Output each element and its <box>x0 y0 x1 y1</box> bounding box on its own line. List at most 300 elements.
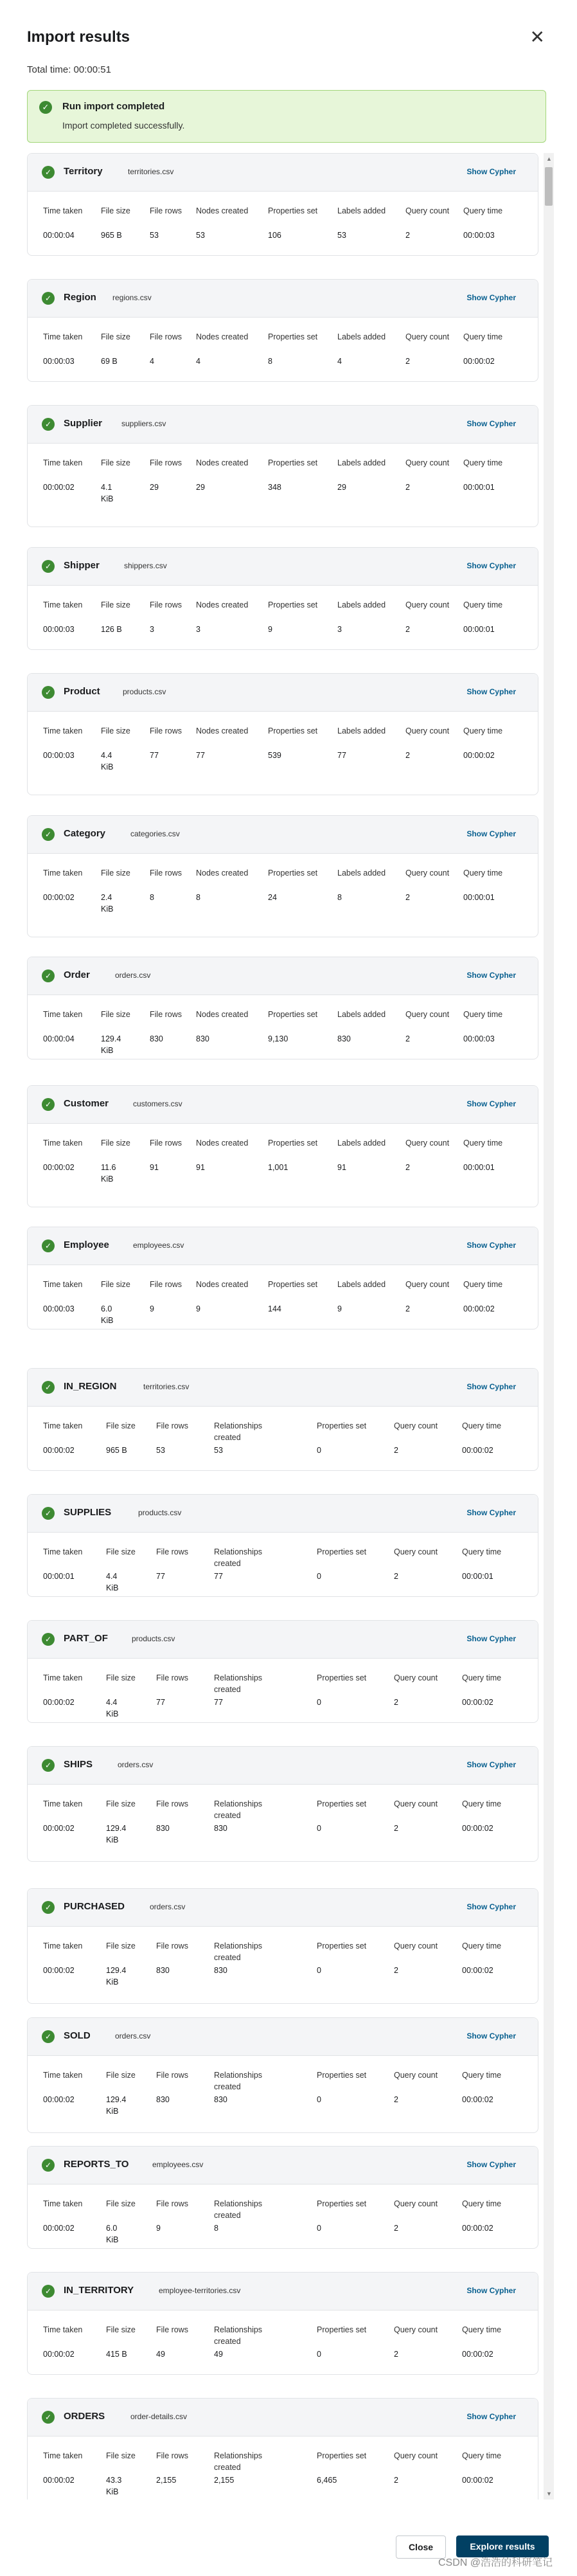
stat-value: 00:00:01 <box>463 893 495 902</box>
card-file-name: products.csv <box>138 1508 182 1517</box>
stat-label: Time taken <box>43 1673 83 1682</box>
stat-value: 24 <box>268 893 277 902</box>
stat-value: 2 <box>405 1034 410 1043</box>
stat-label: Properties set <box>268 600 318 609</box>
show-cypher-link[interactable]: Show Cypher <box>466 2286 516 2295</box>
stat-label: File rows <box>156 2071 189 2080</box>
stat-value: 4.4 KiB <box>106 1698 119 1718</box>
stat-label: Time taken <box>43 869 83 878</box>
stat-value: 2 <box>405 357 410 366</box>
stat-label: Query time <box>462 2199 502 2208</box>
card-header <box>28 1621 538 1659</box>
stat-label: Relationships created <box>214 1673 263 1694</box>
stat-label: File size <box>101 1280 130 1289</box>
stat-label: File rows <box>156 2451 189 2460</box>
stat-value: 9 <box>268 625 272 634</box>
stat-label: Properties set <box>317 1941 367 1950</box>
stat-value: 830 <box>214 1824 227 1833</box>
stat-value: 965 B <box>101 231 122 240</box>
stat-label: Query time <box>463 726 503 735</box>
stat-value: 0 <box>317 1446 321 1455</box>
stat-value: 0 <box>317 1572 321 1581</box>
card-header <box>28 406 538 444</box>
stat-label: File size <box>101 458 130 467</box>
stat-value: 4 <box>337 357 342 366</box>
stat-label: Nodes created <box>196 869 249 878</box>
stat-label: Query count <box>405 206 450 215</box>
stat-label: Time taken <box>43 1280 83 1289</box>
stat-value: 129.4 KiB <box>101 1034 121 1055</box>
stat-value: 2,155 <box>156 2476 177 2485</box>
card-file-name: employee-territories.csv <box>159 2286 241 2295</box>
stat-label: File size <box>101 332 130 341</box>
stat-value: 53 <box>196 231 205 240</box>
result-card-product <box>27 673 538 795</box>
check-circle-icon: ✓ <box>39 101 52 114</box>
stat-value: 9 <box>150 1304 154 1313</box>
total-time: Total time: 00:00:51 <box>27 64 111 75</box>
watermark: CSDN @浩浩的科研笔记 <box>438 2557 553 2568</box>
stat-value: 53 <box>150 231 159 240</box>
stat-value: 348 <box>268 483 281 492</box>
stat-value: 0 <box>317 2350 321 2359</box>
stat-label: Properties set <box>268 206 318 215</box>
show-cypher-link[interactable]: Show Cypher <box>466 1099 516 1108</box>
stat-value: 126 B <box>101 625 122 634</box>
stat-label: File rows <box>156 2325 189 2334</box>
stat-label: File rows <box>156 2199 189 2208</box>
stat-label: File size <box>106 1547 136 1556</box>
stat-label: Query count <box>405 458 450 467</box>
card-title: PART_OF <box>64 1633 108 1644</box>
stat-value: 00:00:02 <box>462 1824 493 1833</box>
stat-label: Query count <box>405 1139 450 1148</box>
card-title: SOLD <box>64 2030 91 2041</box>
stat-value: 830 <box>156 1824 170 1833</box>
stat-label: Time taken <box>43 332 83 341</box>
stat-label: Query count <box>405 726 450 735</box>
card-header <box>28 154 538 192</box>
result-card-reports-to <box>27 2146 538 2249</box>
card-header <box>28 2399 538 2436</box>
show-cypher-link[interactable]: Show Cypher <box>466 1634 516 1643</box>
result-card-purchased <box>27 1888 538 2004</box>
stat-label: Query count <box>405 1010 450 1019</box>
scroll-down-icon[interactable]: ▼ <box>546 2490 552 2497</box>
show-cypher-link[interactable]: Show Cypher <box>466 971 516 980</box>
check-circle-icon: ✓ <box>42 1239 55 1252</box>
show-cypher-link[interactable]: Show Cypher <box>466 419 516 428</box>
card-file-name: regions.csv <box>112 293 152 302</box>
card-title: REPORTS_TO <box>64 2159 129 2170</box>
scrollbar-thumb[interactable] <box>545 167 553 206</box>
stat-label: Properties set <box>317 1799 367 1808</box>
stat-label: File size <box>101 1139 130 1148</box>
stat-label: Nodes created <box>196 600 249 609</box>
stat-label: Query time <box>463 1139 503 1148</box>
stat-value: 00:00:02 <box>43 2476 75 2485</box>
stat-value: 29 <box>150 483 159 492</box>
stat-value: 00:00:03 <box>463 231 495 240</box>
stat-label: File size <box>101 1010 130 1019</box>
stat-value: 129.4 KiB <box>106 2095 127 2116</box>
check-circle-icon: ✓ <box>42 1507 55 1520</box>
stat-label: Time taken <box>43 2199 83 2208</box>
stat-label: Query time <box>462 1421 502 1430</box>
stat-label: Nodes created <box>196 1280 249 1289</box>
stat-value: 965 B <box>106 1446 127 1455</box>
check-circle-icon: ✓ <box>42 2159 55 2172</box>
stat-value: 00:00:02 <box>463 751 495 760</box>
stat-label: Time taken <box>43 1941 83 1950</box>
stat-value: 830 <box>214 1966 227 1975</box>
card-file-name: orders.csv <box>115 2031 151 2040</box>
check-circle-icon: ✓ <box>42 560 55 573</box>
stat-label: Query time <box>462 1547 502 1556</box>
close-icon[interactable]: ✕ <box>529 27 545 47</box>
stat-value: 00:00:01 <box>462 1572 493 1581</box>
stat-label: Time taken <box>43 2325 83 2334</box>
stat-label: File rows <box>156 1941 189 1950</box>
stat-value: 2 <box>394 1966 398 1975</box>
stat-label: Labels added <box>337 869 386 878</box>
stat-label: File size <box>106 2325 136 2334</box>
stat-value: 77 <box>214 1698 223 1707</box>
stat-value: 3 <box>196 625 200 634</box>
show-cypher-link[interactable]: Show Cypher <box>466 293 516 302</box>
card-title: SUPPLIES <box>64 1507 112 1518</box>
card-file-name: territories.csv <box>143 1382 190 1391</box>
stat-value: 49 <box>156 2350 165 2359</box>
card-file-name: shippers.csv <box>124 561 167 570</box>
card-file-name: customers.csv <box>133 1099 182 1108</box>
stat-value: 00:00:02 <box>462 2350 493 2359</box>
scrollbar[interactable] <box>544 153 554 2499</box>
stat-label: Relationships created <box>214 2199 263 2220</box>
stat-label: Relationships created <box>214 2451 263 2472</box>
check-circle-icon: ✓ <box>42 166 55 179</box>
result-card-region <box>27 279 538 382</box>
stat-value: 77 <box>214 1572 223 1581</box>
stat-label: Query count <box>394 1673 438 1682</box>
stat-value: 00:00:02 <box>43 1446 75 1455</box>
stat-value: 830 <box>150 1034 163 1043</box>
stat-value: 830 <box>156 2095 170 2104</box>
success-title: Run import completed <box>62 101 165 112</box>
show-cypher-link[interactable]: Show Cypher <box>466 1902 516 1911</box>
stat-value: 00:00:03 <box>43 1304 75 1313</box>
show-cypher-link[interactable]: Show Cypher <box>466 687 516 696</box>
stat-value: 2 <box>405 1163 410 1172</box>
stat-value: 0 <box>317 2224 321 2233</box>
stat-value: 00:00:02 <box>43 1966 75 1975</box>
stat-value: 00:00:01 <box>463 1163 495 1172</box>
stat-value: 00:00:02 <box>462 1698 493 1707</box>
stat-label: Properties set <box>268 1139 318 1148</box>
stat-label: File rows <box>150 332 182 341</box>
stat-label: Properties set <box>317 2071 367 2080</box>
stat-label: Properties set <box>268 1010 318 1019</box>
scroll-up-icon[interactable]: ▲ <box>546 156 552 162</box>
stat-value: 8 <box>150 893 154 902</box>
card-file-name: suppliers.csv <box>121 419 166 428</box>
stat-label: Time taken <box>43 1421 83 1430</box>
show-cypher-link[interactable]: Show Cypher <box>466 829 516 838</box>
stat-label: Time taken <box>43 1139 83 1148</box>
stat-value: 00:00:04 <box>43 231 75 240</box>
result-card-employee <box>27 1227 538 1329</box>
result-card-supplier <box>27 405 538 527</box>
stat-value: 00:00:01 <box>463 483 495 492</box>
stat-label: Time taken <box>43 2071 83 2080</box>
card-title: Product <box>64 686 100 697</box>
stat-value: 4.4 KiB <box>106 1572 119 1592</box>
stat-label: Query time <box>463 206 503 215</box>
show-cypher-link[interactable]: Show Cypher <box>466 1508 516 1517</box>
stat-label: Properties set <box>317 2199 367 2208</box>
stat-label: Query time <box>462 2451 502 2460</box>
check-circle-icon: ✓ <box>42 1381 55 1394</box>
stat-label: Query count <box>405 869 450 878</box>
stat-value: 77 <box>150 751 159 760</box>
stat-value: 00:00:02 <box>462 1966 493 1975</box>
stat-label: Properties set <box>268 869 318 878</box>
stat-label: File rows <box>150 726 182 735</box>
card-title: Supplier <box>64 418 103 429</box>
card-title: Shipper <box>64 560 100 571</box>
card-header <box>28 2273 538 2310</box>
stat-label: Labels added <box>337 206 386 215</box>
stat-value: 53 <box>156 1446 165 1455</box>
stat-value: 129.4 KiB <box>106 1966 127 1986</box>
card-file-name: order-details.csv <box>130 2412 188 2421</box>
card-header <box>28 548 538 586</box>
stat-value: 539 <box>268 751 281 760</box>
stat-label: Nodes created <box>196 206 249 215</box>
show-cypher-link[interactable]: Show Cypher <box>466 167 516 176</box>
stat-label: Properties set <box>317 1547 367 1556</box>
stat-value: 2 <box>405 751 410 760</box>
stat-value: 00:00:01 <box>43 1572 75 1581</box>
stat-value: 77 <box>196 751 205 760</box>
stat-label: File rows <box>156 1421 189 1430</box>
stat-value: 00:00:02 <box>462 2224 493 2233</box>
stat-value: 00:00:02 <box>462 2476 493 2485</box>
card-file-name: products.csv <box>123 687 166 696</box>
check-circle-icon: ✓ <box>42 969 55 982</box>
card-title: Territory <box>64 166 103 177</box>
stat-value: 2 <box>394 1824 398 1833</box>
stat-value: 3 <box>337 625 342 634</box>
show-cypher-link[interactable]: Show Cypher <box>466 2160 516 2169</box>
stat-label: Time taken <box>43 2451 83 2460</box>
stat-label: Time taken <box>43 458 83 467</box>
stat-value: 8 <box>268 357 272 366</box>
stat-label: Query count <box>405 1280 450 1289</box>
stat-value: 2 <box>405 483 410 492</box>
stat-value: 91 <box>196 1163 205 1172</box>
stat-value: 00:00:03 <box>463 1034 495 1043</box>
check-circle-icon: ✓ <box>42 2285 55 2298</box>
card-header <box>28 674 538 712</box>
stat-label: Nodes created <box>196 1010 249 1019</box>
card-header <box>28 1086 538 1124</box>
stat-label: Relationships created <box>214 1799 263 1820</box>
show-cypher-link[interactable]: Show Cypher <box>466 1382 516 1391</box>
stat-value: 00:00:02 <box>43 2224 75 2233</box>
stat-value: 1,001 <box>268 1163 288 1172</box>
card-header <box>28 1889 538 1927</box>
card-file-name: employees.csv <box>133 1241 184 1250</box>
stat-label: Labels added <box>337 726 386 735</box>
stat-label: File size <box>106 1673 136 1682</box>
card-file-name: orders.csv <box>115 971 151 980</box>
show-cypher-link[interactable]: Show Cypher <box>466 2412 516 2421</box>
stat-value: 830 <box>156 1966 170 1975</box>
show-cypher-link[interactable]: Show Cypher <box>466 561 516 570</box>
stat-value: 77 <box>156 1698 165 1707</box>
stat-label: Properties set <box>317 1421 367 1430</box>
stat-value: 00:00:03 <box>43 625 75 634</box>
stat-value: 106 <box>268 231 281 240</box>
stat-label: File rows <box>150 458 182 467</box>
stat-value: 8 <box>196 893 200 902</box>
stat-label: File size <box>101 206 130 215</box>
stat-label: File size <box>101 869 130 878</box>
stat-value: 2 <box>394 1698 398 1707</box>
card-title: ORDERS <box>64 2411 105 2422</box>
stat-value: 2 <box>405 893 410 902</box>
stat-value: 91 <box>150 1163 159 1172</box>
card-header <box>28 957 538 995</box>
result-card-orders <box>27 2398 538 2499</box>
stat-label: File size <box>101 600 130 609</box>
stat-value: 2 <box>405 1304 410 1313</box>
stat-value: 8 <box>214 2224 218 2233</box>
stat-label: Query count <box>394 2199 438 2208</box>
stat-value: 91 <box>337 1163 346 1172</box>
stat-label: File rows <box>150 1139 182 1148</box>
stat-value: 2,155 <box>214 2476 235 2485</box>
card-title: Category <box>64 828 106 839</box>
stat-value: 415 B <box>106 2350 127 2359</box>
result-card-in-region <box>27 1368 538 1471</box>
success-banner <box>27 90 546 143</box>
result-card-shipper <box>27 547 538 650</box>
check-circle-icon: ✓ <box>42 418 55 431</box>
card-title: IN_REGION <box>64 1381 117 1392</box>
stat-label: Query count <box>394 2325 438 2334</box>
stat-label: Relationships created <box>214 1421 263 1442</box>
stat-label: File size <box>101 726 130 735</box>
check-circle-icon: ✓ <box>42 1759 55 1772</box>
card-title: Employee <box>64 1239 109 1250</box>
stat-label: Nodes created <box>196 726 249 735</box>
stat-value: 2 <box>394 2476 398 2485</box>
show-cypher-link[interactable]: Show Cypher <box>466 1241 516 1250</box>
card-title: Region <box>64 292 96 303</box>
close-button[interactable]: Close <box>396 2535 446 2559</box>
check-circle-icon: ✓ <box>42 2030 55 2043</box>
stat-value: 830 <box>337 1034 351 1043</box>
stat-value: 2 <box>394 1572 398 1581</box>
stat-label: File rows <box>150 206 182 215</box>
stat-value: 9 <box>156 2224 161 2233</box>
stat-value: 77 <box>337 751 346 760</box>
stat-label: Time taken <box>43 600 83 609</box>
stat-value: 00:00:02 <box>43 2095 75 2104</box>
check-circle-icon: ✓ <box>42 292 55 305</box>
result-card-order <box>27 957 538 1059</box>
stat-value: 144 <box>268 1304 281 1313</box>
stat-label: Properties set <box>317 2451 367 2460</box>
stat-label: Properties set <box>317 1673 367 1682</box>
card-file-name: territories.csv <box>128 167 174 176</box>
stat-value: 830 <box>196 1034 209 1043</box>
result-card-in-territory <box>27 2272 538 2375</box>
stat-value: 0 <box>317 2095 321 2104</box>
card-file-name: products.csv <box>132 1634 175 1643</box>
stat-value: 2 <box>405 625 410 634</box>
result-card-part-of <box>27 1620 538 1723</box>
stat-label: Labels added <box>337 1280 386 1289</box>
stat-value: 9,130 <box>268 1034 288 1043</box>
card-file-name: employees.csv <box>152 2160 204 2169</box>
explore-results-button[interactable]: Explore results <box>456 2535 549 2557</box>
stat-value: 00:00:02 <box>463 357 495 366</box>
stat-label: File rows <box>150 1010 182 1019</box>
stat-label: Labels added <box>337 1139 386 1148</box>
stat-value: 129.4 KiB <box>106 1824 127 1844</box>
card-title: Customer <box>64 1098 109 1109</box>
stat-value: 00:00:02 <box>462 1446 493 1455</box>
stat-label: Query time <box>462 1673 502 1682</box>
stat-label: Time taken <box>43 1799 83 1808</box>
stat-value: 0 <box>317 1966 321 1975</box>
stat-value: 6.0 KiB <box>106 2224 119 2244</box>
card-title: Order <box>64 969 90 980</box>
stat-label: Properties set <box>268 332 318 341</box>
stat-value: 00:00:02 <box>43 483 75 492</box>
stat-label: Query time <box>463 600 503 609</box>
check-circle-icon: ✓ <box>42 828 55 841</box>
check-circle-icon: ✓ <box>42 1901 55 1914</box>
stat-value: 29 <box>196 483 205 492</box>
stat-label: Query time <box>462 2071 502 2080</box>
stat-label: Relationships created <box>214 1941 263 1962</box>
show-cypher-link[interactable]: Show Cypher <box>466 2031 516 2040</box>
stat-label: File size <box>106 2451 136 2460</box>
stat-value: 00:00:02 <box>43 1824 75 1833</box>
stat-value: 2 <box>405 231 410 240</box>
stat-value: 9 <box>337 1304 342 1313</box>
stat-value: 00:00:03 <box>43 751 75 760</box>
show-cypher-link[interactable]: Show Cypher <box>466 1760 516 1769</box>
stat-label: Properties set <box>268 726 318 735</box>
stat-label: Query time <box>463 869 503 878</box>
stat-label: Nodes created <box>196 458 249 467</box>
stat-label: File size <box>106 2199 136 2208</box>
card-header <box>28 1747 538 1785</box>
results-scroll-area[interactable] <box>27 153 554 2499</box>
stat-value: 4 <box>196 357 200 366</box>
stat-label: File rows <box>150 600 182 609</box>
stat-label: Time taken <box>43 726 83 735</box>
stat-label: File size <box>106 2071 136 2080</box>
stat-label: Query count <box>394 2071 438 2080</box>
stat-label: Query count <box>394 1547 438 1556</box>
stat-label: File rows <box>156 1799 189 1808</box>
